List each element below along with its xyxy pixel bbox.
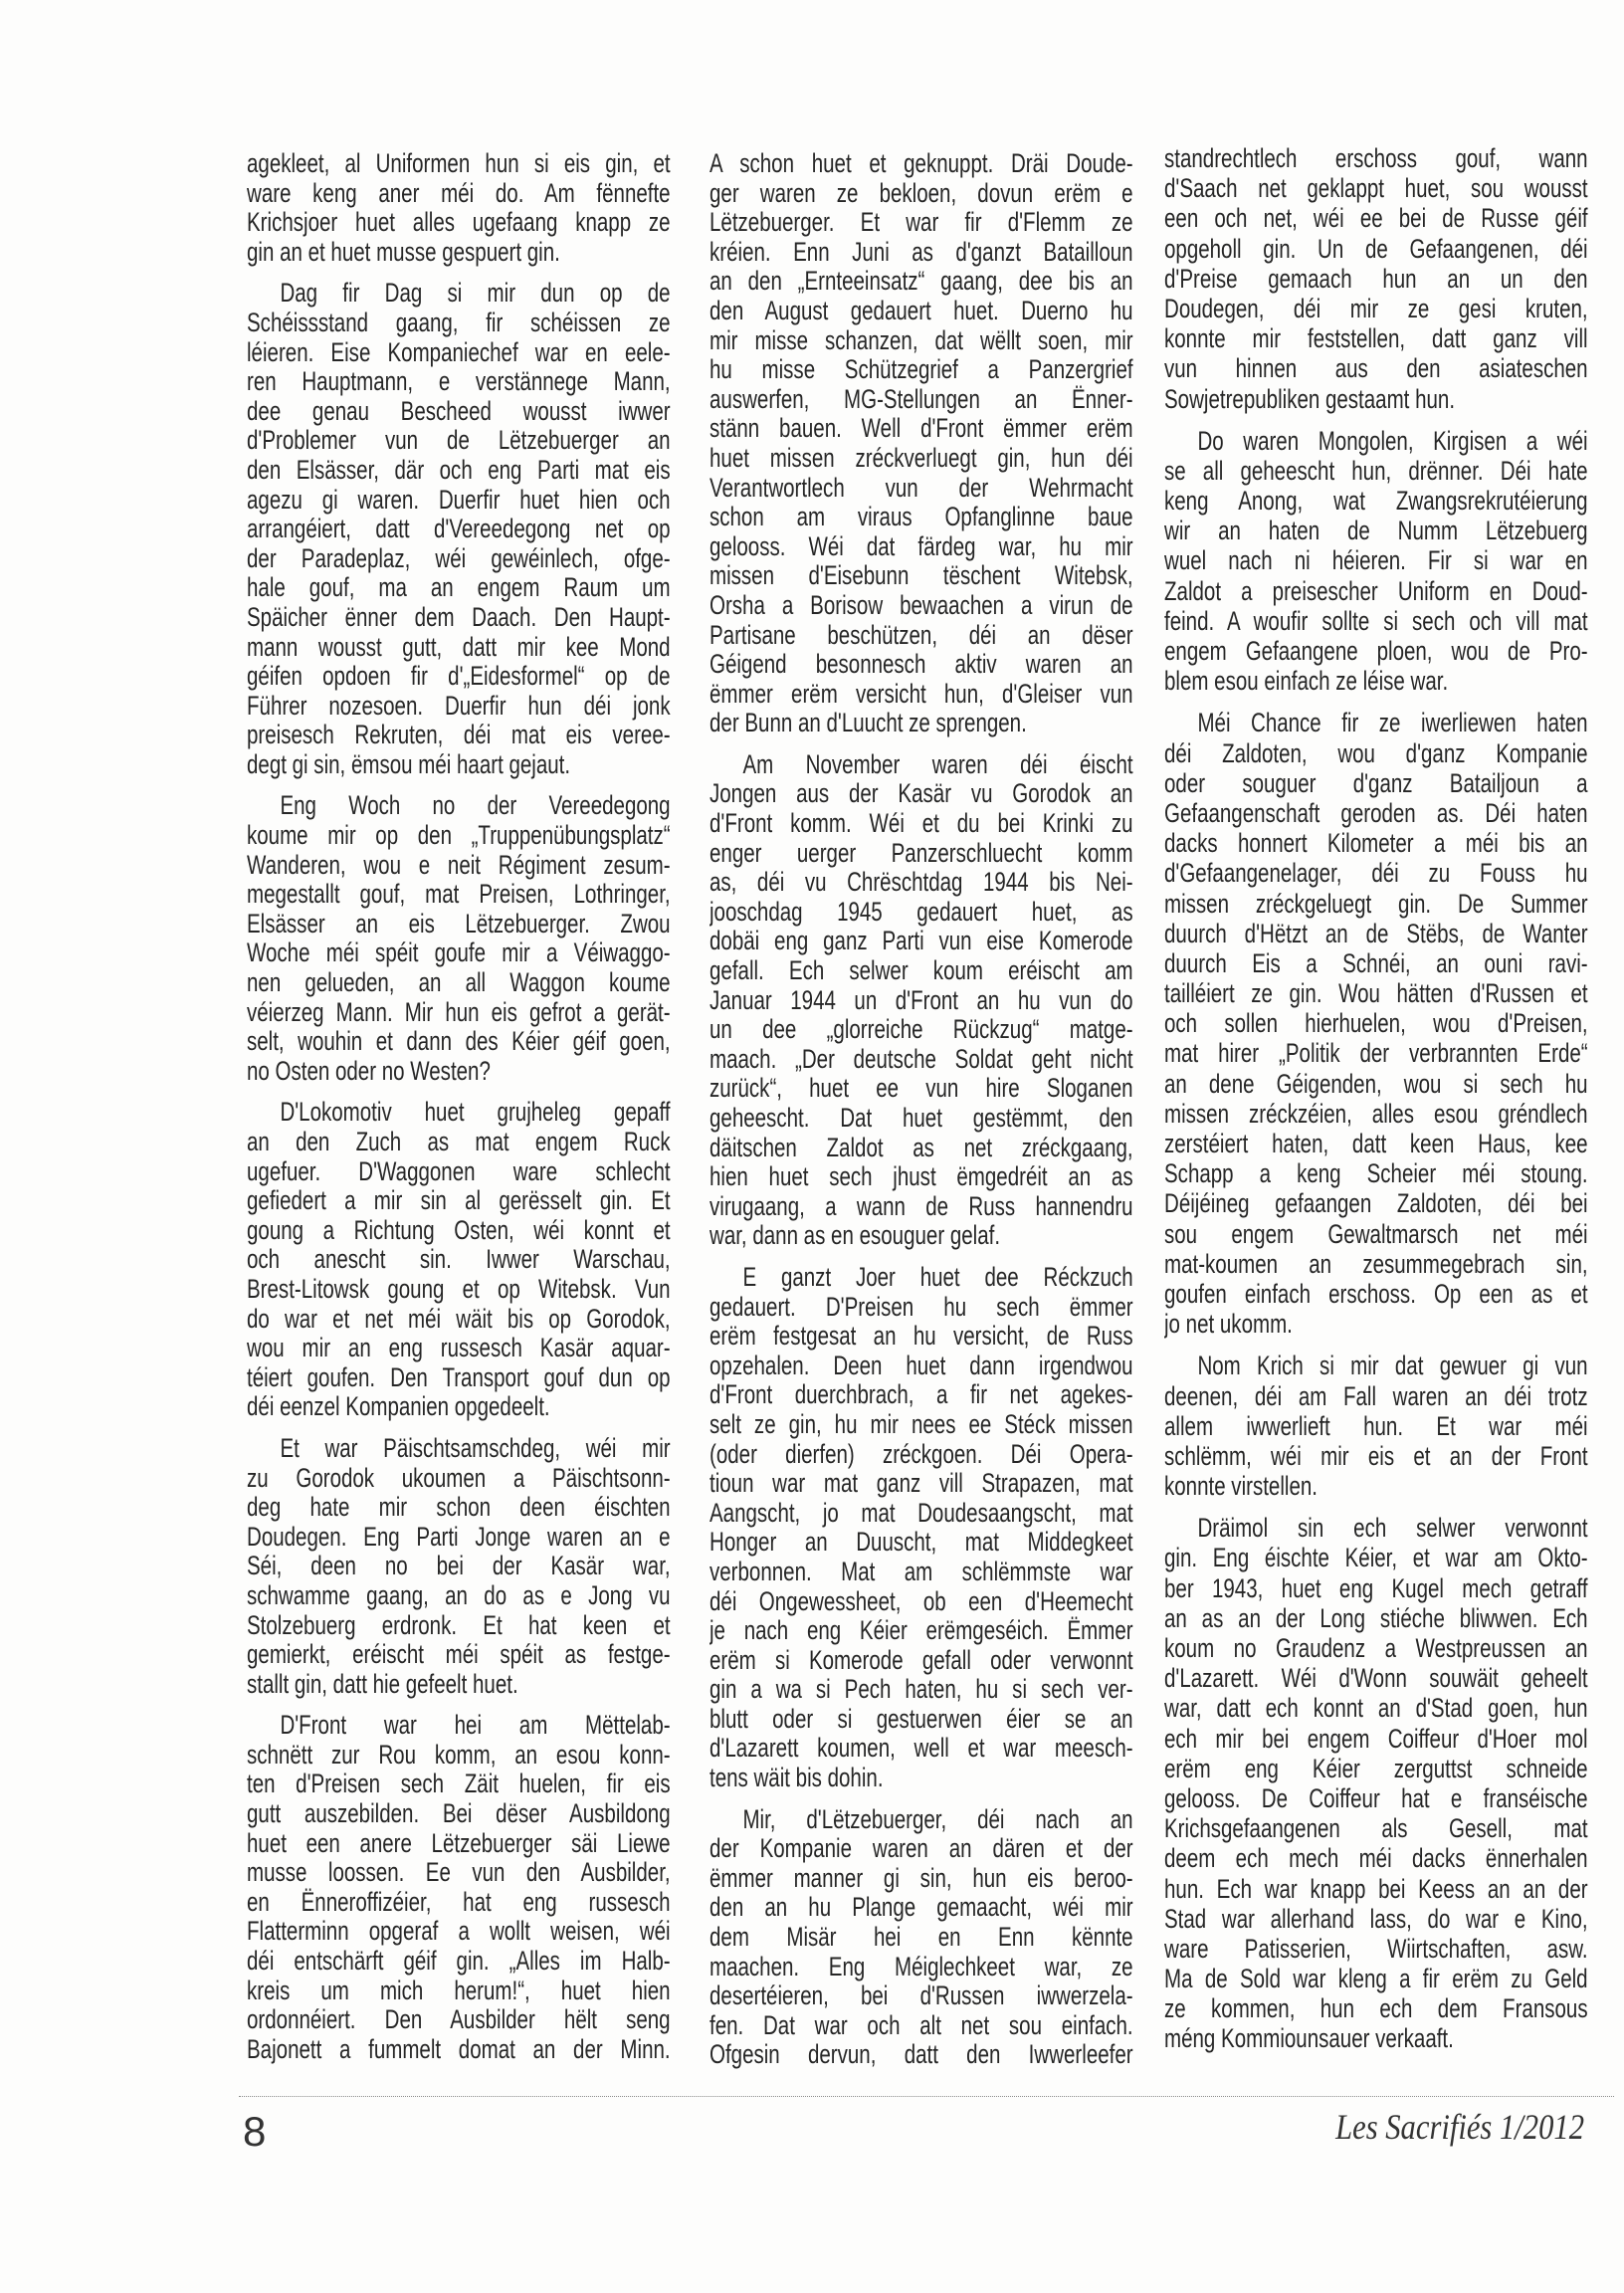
text-line: agezu gi waren. Duerfir huet hien och bbox=[247, 485, 671, 515]
text-line: geheescht. Dat huet gestëmmt, den bbox=[710, 1104, 1133, 1133]
text-line: erëm festgesat an hu versicht, de Russ bbox=[710, 1322, 1133, 1352]
text-line: se all geheescht hun, drënner. Déi hate bbox=[1164, 455, 1588, 486]
text-line: jo net ukomm. bbox=[1164, 1309, 1293, 1340]
text-line: Am November waren déi éischt bbox=[742, 749, 1133, 779]
text-line: E ganzt Joer huet dee Réckzuch bbox=[742, 1262, 1133, 1292]
text-line: wir an haten de Numm Lëtzebuerg bbox=[1164, 516, 1588, 546]
text-line: Januar 1944 un d'Front an hu vun do bbox=[710, 985, 1133, 1015]
text-line: en Ënneroffizéier, hat eng russesch bbox=[247, 1887, 671, 1917]
text-line: Dräimol sin ech selwer verwonnt bbox=[1197, 1513, 1588, 1544]
text-line: deenen, déi am Fall waren an déi trotz bbox=[1164, 1380, 1588, 1411]
text-line: Eng Woch no der Vereedegong bbox=[280, 791, 671, 821]
text-line: deem ech mech méi dacks ënnerhalen bbox=[1164, 1843, 1588, 1874]
text-line: mat hirer „Politik der verbrannten Erde“ bbox=[1164, 1038, 1588, 1069]
text-line: d'Lazarett koumen, well et war meesch- bbox=[710, 1734, 1133, 1764]
text-line: téiert goufen. Den Transport gouf dun op bbox=[247, 1362, 671, 1392]
text-line: D'Front war hei am Mëttelab- bbox=[280, 1711, 671, 1741]
text-line: D'Lokomotiv huet grujheleg gepaff bbox=[280, 1098, 671, 1128]
text-line: koume mir op den „Truppenübungsplatz“ bbox=[247, 821, 671, 851]
text-line: maach. „Der deutsche Soldat geht nicht bbox=[710, 1044, 1133, 1074]
text-line: Verantwortlech vun der Wehrmacht bbox=[710, 473, 1133, 503]
text-line: ware keng aner méi do. Am fënnefte bbox=[247, 178, 671, 208]
text-line: nen gelueden, an all Waggon koume bbox=[247, 968, 671, 998]
text-line: schnëtt zur Rou komm, an esou konn- bbox=[247, 1740, 671, 1770]
text-line: erëm eng Kéier zerguttst schneide bbox=[1164, 1753, 1588, 1783]
text-line: d'Front komm. Wéi et du bei Krinki zu bbox=[710, 809, 1133, 839]
text-line: gefall. Ech selwer koum eréischt am bbox=[710, 956, 1133, 986]
text-line: Honger an Duuscht, mat Middegkeet bbox=[710, 1528, 1133, 1558]
text-line: Woche méi spéit goufe mir a Véiwaggo- bbox=[247, 938, 671, 968]
text-line: dee genau Bescheed wousst iwwer bbox=[247, 396, 671, 426]
text-line: war, datt ech konnt an d'Stad goen, hun bbox=[1164, 1693, 1588, 1724]
text-line: ordonnéiert. Den Ausbilder hëlt seng bbox=[247, 2005, 671, 2035]
text-line: gelooss. De Coiffeur hat e franséische bbox=[1164, 1782, 1588, 1813]
text-line: kréien. Enn Juni as d'ganzt Batailloun bbox=[710, 237, 1133, 267]
text-line: Flatterminn opgeraf a wollt weisen, wéi bbox=[247, 1917, 671, 1947]
text-line: virugaang, a wann de Russ hannendru bbox=[710, 1191, 1133, 1221]
text-line: stänn bauen. Well d'Front ëmmer erëm bbox=[710, 414, 1133, 444]
paragraph bbox=[1164, 708, 1588, 1339]
text-line: Partisane beschützen, déi an dëser bbox=[710, 620, 1133, 650]
text-line: déi entschärft géif gin. „Alles im Halb- bbox=[247, 1947, 671, 1977]
text-line: d'Problemer vun de Lëtzebuerger an bbox=[247, 426, 671, 456]
text-line: Orsha a Borisow bewaachen a virun de bbox=[710, 590, 1133, 620]
text-line: Zaldot a preisescher Uniform en Doud- bbox=[1164, 575, 1588, 606]
text-line: Méi Chance fir ze iwerliewen haten bbox=[1197, 708, 1588, 738]
text-line: der Kompanie waren an dären et der bbox=[710, 1834, 1133, 1864]
text-line: Gefaangenschaft geroden as. Déi haten bbox=[1164, 797, 1588, 828]
text-line: A schon huet et geknuppt. Dräi Doude- bbox=[710, 149, 1133, 178]
text-line: Lëtzebuerger. Et war fir d'Flemm ze bbox=[710, 208, 1133, 238]
text-line: maachen. Eng Méiglechkeet war, ze bbox=[710, 1952, 1133, 1981]
text-line: Dag fir Dag si mir dun op de bbox=[280, 279, 671, 309]
paragraph bbox=[710, 1263, 1133, 1793]
text-line: zurück“, huet ee vun hire Sloganen bbox=[710, 1074, 1133, 1104]
text-line: d'Front duerchbrach, a fir net agekes- bbox=[710, 1380, 1133, 1410]
text-line: den an hu Plange gemaacht, wéi mir bbox=[710, 1893, 1133, 1923]
text-line: d'Saach net geklappt huet, sou wousst bbox=[1164, 173, 1588, 204]
text-line: ware Patisserien, Wiirtschaften, asw. bbox=[1164, 1933, 1588, 1964]
paragraph bbox=[1164, 1351, 1588, 1501]
text-line: tailléiert ze gin. Wou hätten d'Russen et bbox=[1164, 978, 1588, 1009]
text-line: ger waren ze bekloen, dovun erëm e bbox=[710, 178, 1133, 208]
text-line: huet een anere Lëtzebuerger säi Liewe bbox=[247, 1828, 671, 1858]
text-line: gin an et huet musse gespuert gin. bbox=[247, 237, 560, 267]
text-line: Jongen aus der Kasär vu Gorodok an bbox=[710, 779, 1133, 809]
text-line: Ma de Sold war kleng a fir erëm zu Geld bbox=[1164, 1964, 1588, 1994]
text-line: oder souguer d'ganz Batailjoun a bbox=[1164, 767, 1588, 798]
text-line: degt gi sin, ëmsou méi haart gejaut. bbox=[247, 749, 571, 779]
text-line: mann wousst gutt, datt mir kee Mond bbox=[247, 632, 671, 662]
text-line: blutt oder si gestuerwen éier se an bbox=[710, 1704, 1133, 1734]
text-line: standrechtlech erschoss gouf, wann bbox=[1164, 143, 1588, 173]
text-line: schwamme gaang, an do as e Jong vu bbox=[247, 1580, 671, 1610]
paragraph bbox=[247, 1098, 671, 1422]
text-line: Aangscht, jo mat Doudesaangscht, mat bbox=[710, 1498, 1133, 1528]
paragraph bbox=[710, 750, 1133, 1251]
text-line: an den „Ernteeinsatz“ gaang, dee bis an bbox=[710, 267, 1133, 297]
text-line: selt, wouhin et dann des Kéier géif goen, bbox=[247, 1027, 671, 1057]
text-line: opgeholl gin. Un de Gefaangenen, déi bbox=[1164, 233, 1588, 264]
text-line: ze kommen, hun ech dem Fransous bbox=[1164, 1993, 1588, 2024]
text-line: (oder dierfen) zréckgoen. Déi Opera- bbox=[710, 1439, 1133, 1469]
text-line: schlëmm, wéi mir eis et an der Front bbox=[1164, 1440, 1588, 1471]
text-line: d'Preise gemaach hun an un den bbox=[1164, 263, 1588, 294]
text-line: Mir, d'Lëtzebuerger, déi nach an bbox=[742, 1804, 1133, 1834]
text-line: fen. Dat war och alt net sou einfach. bbox=[710, 2010, 1133, 2040]
text-line: Do waren Mongolen, Kirgisen a wéi bbox=[1197, 425, 1588, 456]
text-line: d'Gefaangenelager, déi zu Fouss hu bbox=[1164, 858, 1588, 889]
text-line: déi eenzel Kompanien opgedeelt. bbox=[247, 1392, 550, 1422]
text-line: jooschdag 1945 gedauert huet, as bbox=[710, 897, 1133, 927]
text-line: preisesch Rekruten, déi mat eis veree- bbox=[247, 721, 671, 750]
text-line: Doudegen, déi mir ze gesi kruten, bbox=[1164, 293, 1588, 323]
text-line: deg hate mir schon deen éischten bbox=[247, 1493, 671, 1523]
text-line: véierzeg Mann. Mir hun eis gefrot a gerät- bbox=[247, 997, 671, 1027]
text-line: Géigend besonnesch aktiv waren an bbox=[710, 650, 1133, 680]
text-line: Sowjetrepubliken gestaamt hun. bbox=[1164, 383, 1456, 414]
text-line: gelooss. Wéi dat färdeg war, hu mir bbox=[710, 531, 1133, 561]
text-line: agekleet, al Uniformen hun si eis gin, et bbox=[247, 149, 671, 178]
text-line: missen zréckzéien, alles esou gréndlech bbox=[1164, 1098, 1588, 1129]
text-line: goung a Richtung Osten, wéi konnt et bbox=[247, 1215, 671, 1245]
paragraph bbox=[247, 1711, 671, 2064]
text-line: der Bunn an d'Luucht ze sprengen. bbox=[710, 709, 1027, 738]
paragraph bbox=[247, 149, 671, 267]
text-line: Schapp a keng Scheier méi stoung. bbox=[1164, 1158, 1588, 1189]
text-line: Nom Krich si mir dat gewuer gi vun bbox=[1197, 1351, 1588, 1381]
text-line: der Paradeplaz, wéi gewéinlech, ofge- bbox=[247, 543, 671, 573]
text-line: enger uerger Panzerschluecht komm bbox=[710, 838, 1133, 868]
text-line: Stolzebuerg erdronk. Et hat keen et bbox=[247, 1610, 671, 1640]
text-line: Stad war allerhand lass, do war e Kino, bbox=[1164, 1903, 1588, 1934]
text-line: ten d'Preisen sech Zäit huelen, fir eis bbox=[247, 1770, 671, 1799]
text-line: ech mir bei engem Coiffeur d'Hoer mol bbox=[1164, 1723, 1588, 1754]
text-line: Brest-Litowsk goung et op Witebsk. Vun bbox=[247, 1274, 671, 1304]
text-line: och sollen hierhuelen, wou d'Preisen, bbox=[1164, 1008, 1588, 1039]
text-line: zerstéiert haten, datt keen Haus, kee bbox=[1164, 1129, 1588, 1158]
text-line: as, déi vu Chrëschtdag 1944 bis Nei- bbox=[710, 868, 1133, 898]
text-line: Doudegen. Eng Parti Jonge waren an e bbox=[247, 1522, 671, 1552]
text-line: konnte virstellen. bbox=[1164, 1471, 1318, 1502]
page-number: 8 bbox=[243, 2108, 267, 2155]
text-line: duurch Eis a Schnéi, an ouni ravi- bbox=[1164, 947, 1588, 978]
text-line: hien huet sech jhust ëmgedréit an as bbox=[710, 1162, 1133, 1192]
text-line: Bajonett a fummelt domat an der Minn. bbox=[247, 2034, 671, 2064]
text-line: verbonnen. Mat am schlëmmste war bbox=[710, 1557, 1133, 1586]
paragraph bbox=[247, 791, 671, 1086]
text-line: arrangéiert, datt d'Vereedegong net op bbox=[247, 515, 671, 544]
text-line: Krichsgefaangenen als Gesell, mat bbox=[1164, 1813, 1588, 1844]
text-line: gefiedert a mir sin al gerësselt gin. Et bbox=[247, 1186, 671, 1216]
text-line: dobäi eng ganz Parti vun eise Komerode bbox=[710, 927, 1133, 956]
text-line: den Elsässer, där och eng Parti mat eis bbox=[247, 455, 671, 485]
paragraph bbox=[1164, 143, 1588, 414]
paragraph bbox=[710, 149, 1133, 738]
text-line: musse loossen. Ee vun den Ausbilder, bbox=[247, 1858, 671, 1888]
text-line: Séi, deen no bei der Kasär war, bbox=[247, 1552, 671, 1581]
text-line: tens wäit bis dohin. bbox=[710, 1764, 884, 1793]
text-line: war, dann as en esouguer gelaf. bbox=[710, 1221, 1001, 1251]
text-line: dem Misär hei en Enn kënnte bbox=[710, 1923, 1133, 1953]
text-line: wou mir an eng russesch Kasär aquar- bbox=[247, 1334, 671, 1363]
text-line: hu misse Schützegrief a Panzergrief bbox=[710, 355, 1133, 385]
text-line: duurch d'Hëtzt an de Stëbs, de Wanter bbox=[1164, 918, 1588, 948]
text-line: missen d'Eisebunn tëschent Witebsk, bbox=[710, 561, 1133, 591]
text-line: gemierkt, eréischt méi spéit as festge- bbox=[247, 1640, 671, 1670]
text-line: Krichsjoer huet alles ugefaang knapp ze bbox=[247, 208, 671, 238]
text-line: däitschen Zaldot as net zréckgaang, bbox=[710, 1133, 1133, 1162]
text-line: hale gouf, ma an engem Raum um bbox=[247, 573, 671, 603]
text-line: Ofgesin dervun, datt den Iwwerleefer bbox=[710, 2040, 1133, 2070]
text-line: an as an der Long stiéche bliwwen. Ech bbox=[1164, 1602, 1588, 1633]
text-line: gin. Eng éischte Kéier, et war am Okto- bbox=[1164, 1543, 1588, 1573]
text-line: een och net, wéi ee bei de Russe géif bbox=[1164, 203, 1588, 234]
text-line: léieren. Eise Kompaniechef war en eele- bbox=[247, 337, 671, 367]
text-line: allem iwwerlieft hun. Et war méi bbox=[1164, 1410, 1588, 1441]
text-line: Et war Päischtsamschdeg, wéi mir bbox=[280, 1433, 671, 1463]
text-line: huet missen zréckverluegt gin, hun déi bbox=[710, 443, 1133, 473]
text-line: selt ze gin, hu mir nees ee Stéck missen bbox=[710, 1409, 1133, 1439]
text-line: keng Anong, wat Zwangsrekrutéierung bbox=[1164, 486, 1588, 517]
text-line: koum no Graudenz a Westpreussen an bbox=[1164, 1633, 1588, 1663]
text-line: mir misse schanzen, dat wëllt soen, mir bbox=[710, 325, 1133, 355]
text-line: do war et net méi wäit bis op Gorodok, bbox=[247, 1304, 671, 1334]
paragraph bbox=[1164, 1513, 1588, 2053]
text-line: gin a wa si Pech haten, hu si sech ver- bbox=[710, 1675, 1133, 1705]
text-line: dacks honnert Kilometer a méi bis an bbox=[1164, 828, 1588, 859]
text-line: auswerfen, MG-Stellungen an Ënner- bbox=[710, 384, 1133, 414]
text-line: Wanderen, wou e neit Régiment zesum- bbox=[247, 850, 671, 880]
text-line: no Osten oder no Westen? bbox=[247, 1056, 491, 1086]
text-line: méng Kommiounsauer verkaaft. bbox=[1164, 2023, 1454, 2054]
text-column-3 bbox=[1164, 143, 1624, 2066]
text-line: blem esou einfach ze léise war. bbox=[1164, 666, 1449, 697]
paragraph bbox=[1164, 426, 1588, 697]
text-line: hun. Ech war knapp bei Keess an an der bbox=[1164, 1873, 1588, 1904]
text-line: tioun war mat ganz vill Strapazen, mat bbox=[710, 1469, 1133, 1499]
text-line: kreis um mich herum!“, huet hien bbox=[247, 1976, 671, 2005]
text-line: wuel nach ni héieren. Fir si war en bbox=[1164, 545, 1588, 576]
text-line: an dene Géigenden, wou si sech hu bbox=[1164, 1068, 1588, 1099]
text-line: goufen einfach erschoss. Op een as et bbox=[1164, 1278, 1588, 1309]
text-line: zu Gorodok ukoumen a Päischtsonn- bbox=[247, 1463, 671, 1493]
paragraph bbox=[247, 1434, 671, 1699]
text-line: ber 1943, huet eng Kugel mech getraff bbox=[1164, 1572, 1588, 1603]
text-line: opzehalen. Deen huet dann irgendwou bbox=[710, 1351, 1133, 1380]
text-line: missen zréckgeluegt gin. De Summer bbox=[1164, 888, 1588, 919]
text-line: gedauert. D'Preisen hu sech ëmmer bbox=[710, 1292, 1133, 1322]
text-line: mat-koumen an zesummegebrach sin, bbox=[1164, 1248, 1588, 1279]
text-line: engem Gefaangene ploen, wou de Pro- bbox=[1164, 636, 1588, 666]
text-line: Schéissstand gaang, fir schéissen ze bbox=[247, 308, 671, 337]
text-line: vun hinnen aus den asiateschen bbox=[1164, 353, 1588, 384]
text-line: ëmmer manner gi sin, hun eis beroo- bbox=[710, 1863, 1133, 1893]
text-line: géifen opdoen fir d'„Eidesformel“ op de bbox=[247, 662, 671, 692]
text-line: stallt gin, datt hie gefeelt huet. bbox=[247, 1669, 518, 1699]
text-line: an den Zuch as mat engem Ruck bbox=[247, 1128, 671, 1156]
text-line: och anescht sin. Iwwer Warschau, bbox=[247, 1245, 671, 1275]
text-line: sou engem Gewaltmarsch net méi bbox=[1164, 1218, 1588, 1249]
text-line: desertéieren, bei d'Russen iwwerzela- bbox=[710, 1981, 1133, 2011]
text-line: feind. A woufir sollte si sech och vill mat bbox=[1164, 605, 1588, 636]
text-line: erëm si Komerode gefall oder verwonnt bbox=[710, 1645, 1133, 1675]
text-line: konnte mir feststellen, datt ganz vill bbox=[1164, 323, 1588, 354]
journal-issue: Les Sacrifiés 1/2012 bbox=[1335, 2107, 1584, 2147]
text-line: megestallt gouf, mat Preisen, Lothringer, bbox=[247, 880, 671, 910]
paragraph bbox=[710, 1805, 1133, 2070]
paragraph bbox=[247, 279, 671, 779]
text-line: Déijéineg gefaangen Zaldoten, déi bei bbox=[1164, 1188, 1588, 1219]
text-line: ëmmer erëm versicht hun, d'Gleiser vun bbox=[710, 679, 1133, 709]
text-line: ren Hauptmann, e verstännege Mann, bbox=[247, 367, 671, 397]
text-line: ugefuer. D'Waggonen ware schlecht bbox=[247, 1156, 671, 1186]
footer-divider bbox=[239, 2096, 1614, 2097]
text-line: d'Lazarett. Wéi d'Wonn souwäit geheelt bbox=[1164, 1663, 1588, 1694]
text-line: schon am viraus Opfanglinne baue bbox=[710, 503, 1133, 532]
text-line: un dee „glorreiche Rückzug“ matge- bbox=[710, 1015, 1133, 1045]
text-line: je nach eng Kéier erëmgeséich. Ëmmer bbox=[710, 1616, 1133, 1646]
text-line: gutt auszebilden. Bei dëser Ausbildong bbox=[247, 1799, 671, 1829]
text-line: déi Zaldoten, wou d'ganz Kompanie bbox=[1164, 737, 1588, 768]
text-line: Späicher ënner dem Daach. Den Haupt- bbox=[247, 602, 671, 632]
text-line: déi Ongewessheet, ob een d'Heemecht bbox=[710, 1586, 1133, 1616]
text-line: den August gedauert huet. Duerno hu bbox=[710, 296, 1133, 325]
text-line: Elsässer an eis Lëtzebuerger. Zwou bbox=[247, 909, 671, 938]
text-line: Führer nozesoen. Duerfir hun déi jonk bbox=[247, 691, 671, 721]
